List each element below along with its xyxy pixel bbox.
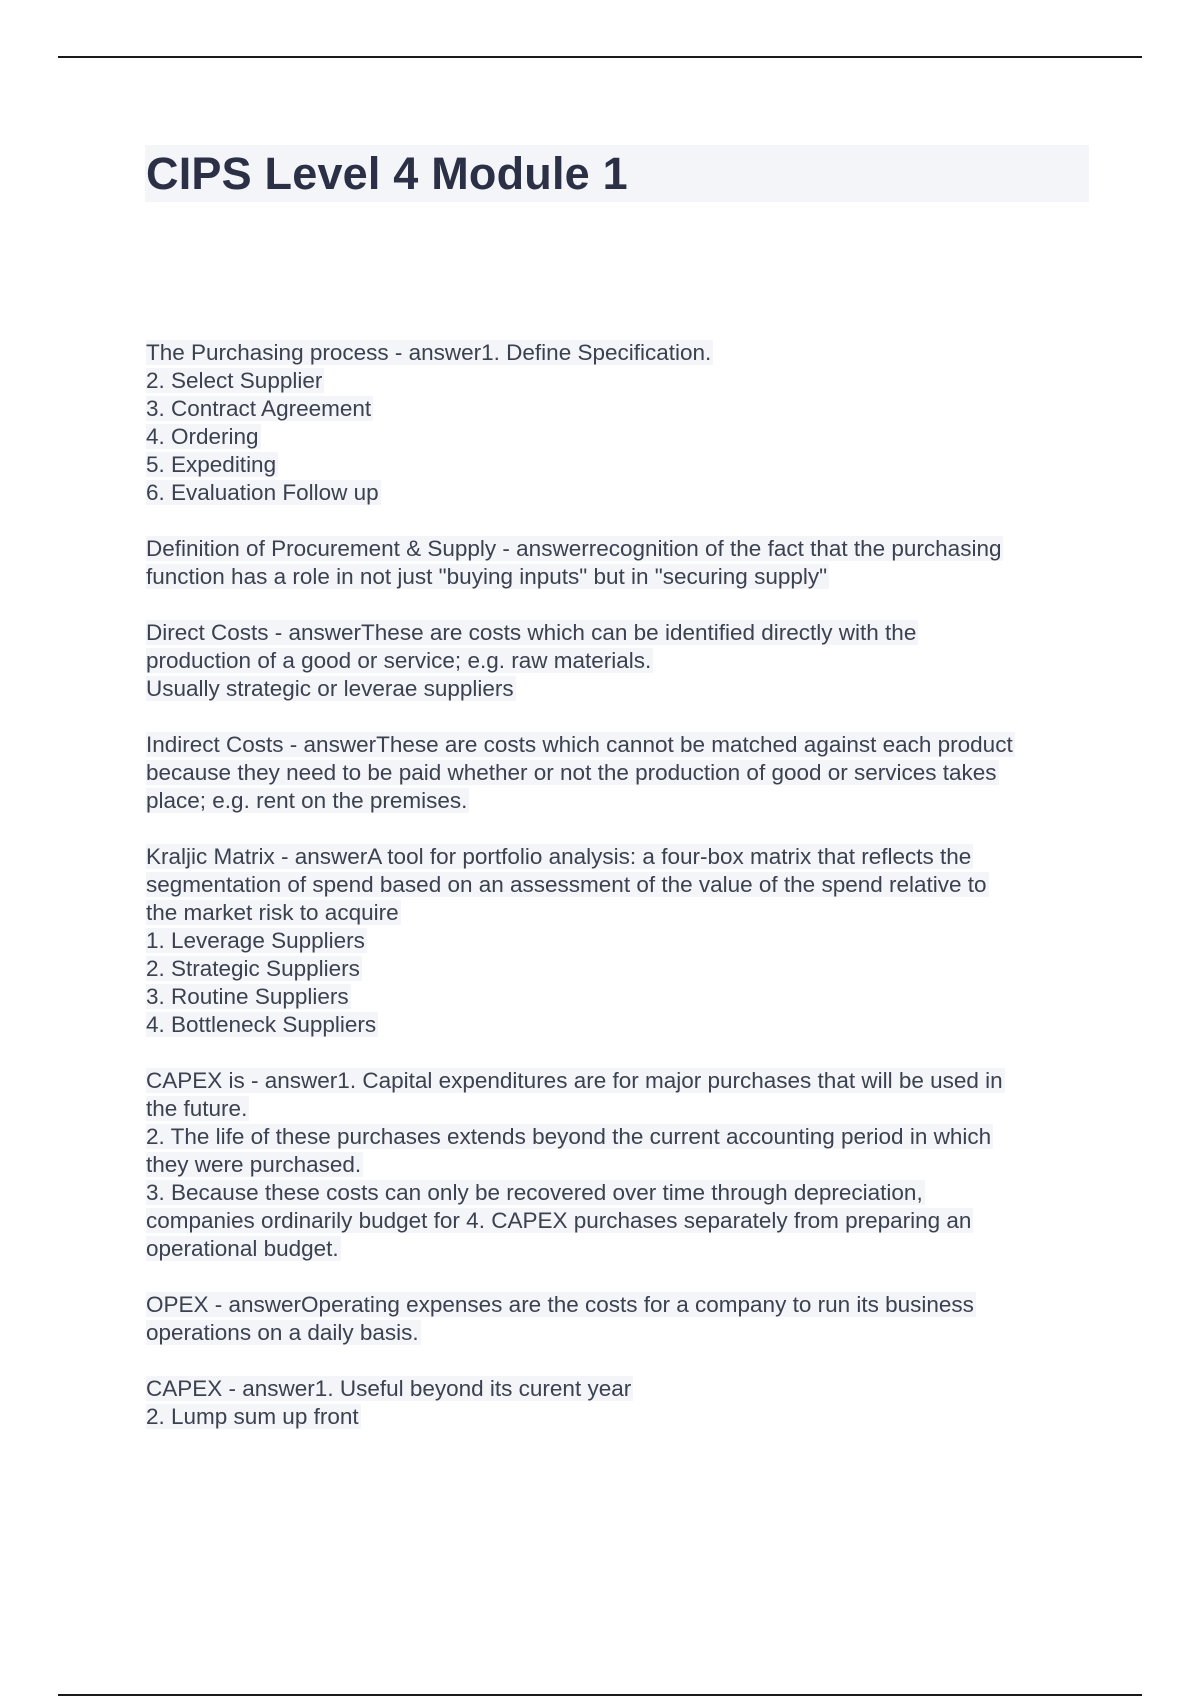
entry-line (146, 1291, 1096, 1319)
entry-line-text: they were purchased. (146, 1152, 362, 1177)
entry-line-text: 5. Expediting (146, 452, 277, 477)
entry-line-text: 3. Because these costs can only be recovered over time through depreciation, (146, 1180, 923, 1205)
entry-line-text: Usually strategic or leverae suppliers (146, 676, 514, 701)
entry-line (146, 1011, 1096, 1039)
entry-line (146, 479, 1096, 507)
entry-line (146, 535, 1096, 563)
entry-line-text: 2. Select Supplier (146, 368, 323, 393)
entry-line-text: 6. Evaluation Follow up (146, 480, 379, 505)
entry-line (146, 787, 1096, 815)
entry-line-text: the market risk to acquire (146, 900, 399, 925)
bottom-rule (58, 1694, 1142, 1696)
entry-line-text: OPEX - answerOperating expenses are the costs for a company to run its business (146, 1292, 974, 1317)
entry-line (146, 1207, 1096, 1235)
document-title: CIPS Level 4 Module 1 (146, 148, 628, 199)
entry-line-text: 1. Leverage Suppliers (146, 928, 365, 953)
entry-line (146, 339, 1096, 367)
qa-entry (146, 339, 1096, 507)
entry-line-text: 3. Contract Agreement (146, 396, 372, 421)
entry-line (146, 647, 1096, 675)
entry-line-text: 2. Lump sum up front (146, 1404, 359, 1429)
entry-line (146, 731, 1096, 759)
entry-line-text: 4. Bottleneck Suppliers (146, 1012, 377, 1037)
entry-line-text: segmentation of spend based on an assessment of the value of the spend relative to (146, 872, 987, 897)
entry-line (146, 423, 1096, 451)
qa-entry (146, 619, 1096, 703)
entry-line (146, 843, 1096, 871)
qa-entry (146, 1375, 1096, 1431)
entry-line-text: The Purchasing process - answer1. Define Specification. (146, 340, 712, 365)
entry-line-text: the future. (146, 1096, 248, 1121)
entry-line-text: 4. Ordering (146, 424, 259, 449)
entry-line (146, 619, 1096, 647)
entry-line-text: companies ordinarily budget for 4. CAPEX purchases separately from preparing an (146, 1208, 972, 1233)
entry-line-text: place; e.g. rent on the premises. (146, 788, 468, 813)
entry-line (146, 395, 1096, 423)
qa-entry (146, 843, 1096, 1039)
entry-line-text: 2. The life of these purchases extends beyond the current accounting period in which (146, 1124, 992, 1149)
entry-line (146, 927, 1096, 955)
entry-line-text: operational budget. (146, 1236, 339, 1261)
entry-line (146, 367, 1096, 395)
entry-line-text: production of a good or service; e.g. raw materials. (146, 648, 652, 673)
qa-entry (146, 731, 1096, 815)
entry-line-text: Indirect Costs - answerThese are costs which cannot be matched against each product (146, 732, 1013, 757)
qa-entry (146, 1291, 1096, 1347)
entry-line-text: Direct Costs - answerThese are costs which can be identified directly with the (146, 620, 917, 645)
document-body (146, 339, 1096, 1459)
entry-line (146, 563, 1096, 591)
entry-line-text: CAPEX is - answer1. Capital expenditures are for major purchases that will be used in (146, 1068, 1003, 1093)
entry-line-text: Definition of Procurement & Supply - answerrecognition of the fact that the purchasing (146, 536, 1002, 561)
entry-line (146, 1095, 1096, 1123)
entry-line (146, 983, 1096, 1011)
entry-line-text: because they need to be paid whether or not the production of good or services takes (146, 760, 997, 785)
entry-line-text: operations on a daily basis. (146, 1320, 419, 1345)
entry-line (146, 675, 1096, 703)
entry-line-text: function has a role in not just "buying inputs" but in "securing supply" (146, 564, 828, 589)
entry-line (146, 871, 1096, 899)
entry-line (146, 451, 1096, 479)
entry-line (146, 1403, 1096, 1431)
entry-line-text: 3. Routine Suppliers (146, 984, 349, 1009)
entry-line (146, 1151, 1096, 1179)
qa-entry (146, 535, 1096, 591)
top-rule (58, 56, 1142, 58)
entry-line (146, 955, 1096, 983)
entry-line (146, 1319, 1096, 1347)
entry-line (146, 1179, 1096, 1207)
entry-line-text: Kraljic Matrix - answerA tool for portfolio analysis: a four-box matrix that reflects the (146, 844, 972, 869)
entry-line (146, 1235, 1096, 1263)
entry-line (146, 759, 1096, 787)
entry-line-text: 2. Strategic Suppliers (146, 956, 360, 981)
entry-line (146, 1375, 1096, 1403)
entry-line-text: CAPEX - answer1. Useful beyond its curent year (146, 1376, 632, 1401)
entry-line (146, 1123, 1096, 1151)
entry-line (146, 899, 1096, 927)
entry-line (146, 1067, 1096, 1095)
qa-entry (146, 1067, 1096, 1263)
